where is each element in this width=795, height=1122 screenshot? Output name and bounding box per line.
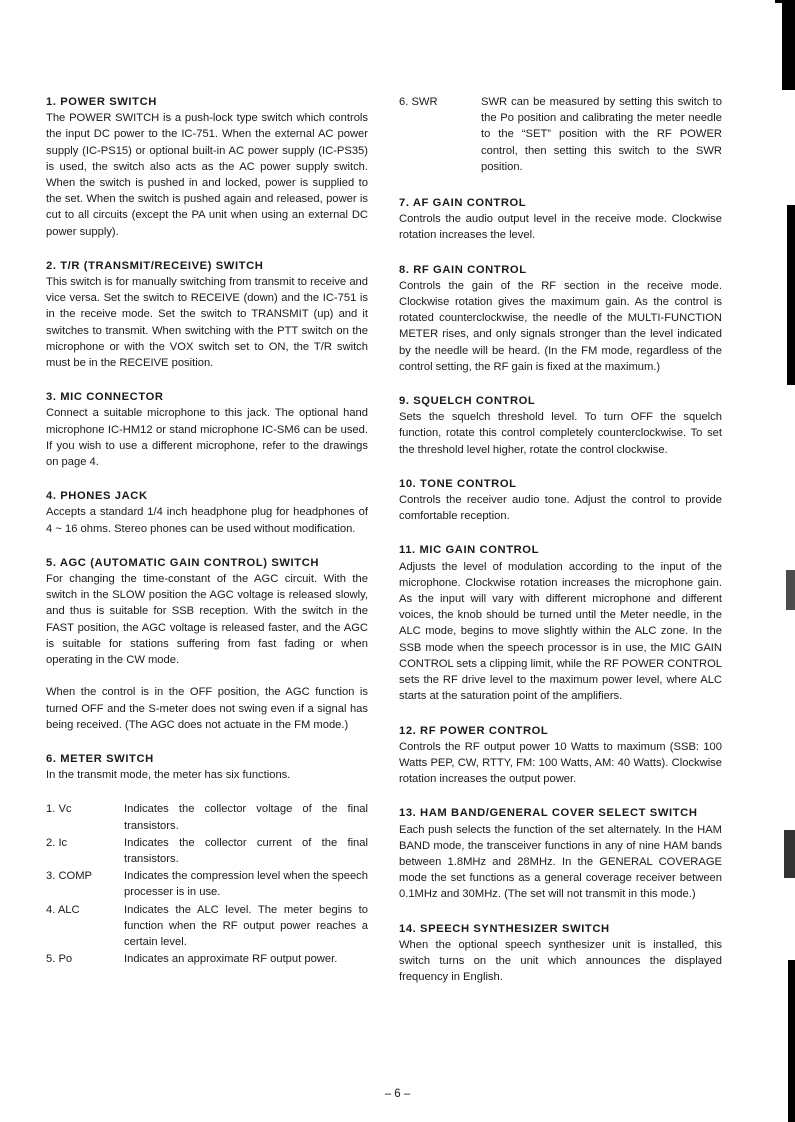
section-text: Accepts a standard 1/4 inch headphone plug for headphones of 4 ~ 16 ohms. Stereo phones can be used without modification.: [46, 506, 368, 535]
section-heading: 10. TONE CONTROL: [399, 477, 517, 490]
section-speech-synth: [399, 921, 722, 986]
section-power-switch: [46, 94, 368, 240]
list-item-term: 6. SWR: [399, 96, 438, 108]
section-agc: [46, 555, 368, 733]
list-item-term: 3. COMP: [46, 870, 93, 883]
section-heading: 8. RF GAIN CONTROL: [399, 263, 527, 276]
scan-edge-bar-top: [782, 0, 795, 90]
list-item-desc: Indicates the collector voltage of the final transistors.: [124, 803, 368, 832]
scan-edge-bar-mid: [787, 205, 795, 385]
list-item-term: 2. Ic: [46, 836, 68, 849]
list-item-desc: SWR can be measured by setting this switch to the Po position and calibrating the meter needle to the “SET” position with the RF POWER control, then setting this switch to the SWR position.: [481, 96, 722, 173]
list-item-desc: Indicates the collector current of the final transistors.: [124, 836, 368, 865]
section-tr-switch: [46, 258, 368, 371]
section-heading: 9. SQUELCH CONTROL: [399, 395, 536, 408]
list-item: [46, 951, 368, 967]
section-ham-band: [399, 805, 722, 902]
scan-edge-bar-lower: [784, 830, 795, 878]
section-heading: 13. HAM BAND/GENERAL COVER SELECT SWITCH: [399, 807, 698, 820]
section-tone: [399, 476, 722, 525]
list-item-term: 5. Po: [46, 953, 73, 966]
page-number: – 6 –: [384, 1088, 411, 1100]
section-heading: 5. AGC (AUTOMATIC GAIN CONTROL) SWITCH: [46, 556, 320, 569]
section-heading: 11. MIC GAIN CONTROL: [399, 544, 540, 557]
section-heading: 14. SPEECH SYNTHESIZER SWITCH: [399, 922, 610, 935]
section-text: Each push selects the function of the set alternately. In the HAM BAND mode, the transceiver functions in any of nine HAM bands between 1.8MHz and 28MHz. In the GENERAL COVERAGE mode the set functions as a general coverage receiver between 0.1MHz and 30MHz. (The set will not transmit in this mode.): [399, 823, 722, 901]
section-text: For changing the time-constant of the AGC circuit. With the switch in the SLOW position the AGC voltage is released slowly, and thus is suitable for SSB reception. With the switch in the FAST position, the AGC voltage is released faster, and the AGC is suitable for stations suffering from fast fading or when operating in the CW mode.: [46, 573, 368, 667]
section-text: Sets the squelch threshold level. To turn OFF the squelch function, rotate this control completely counterclockwise. To set the threshold level higher, rotate the control clockwise.: [399, 411, 722, 456]
section-text: Controls the audio output level in the receive mode. Clockwise rotation increases the level.: [399, 213, 722, 242]
section-text: Controls the receiver audio tone. Adjust the control to provide comfortable reception.: [399, 494, 722, 523]
section-phones-jack: [46, 488, 368, 537]
section-heading: 3. MIC CONNECTOR: [46, 391, 164, 404]
meter-function-list: [46, 801, 368, 967]
section-text: In the transmit mode, the meter has six functions.: [46, 769, 291, 782]
section-text-2: When the control is in the OFF position, the AGC function is turned OFF and the S-meter does not swing even if a signal has being received. (The AGC does not actuate in the FM mode.): [46, 686, 368, 731]
meter-function-swr: [399, 94, 722, 175]
section-text: Controls the gain of the RF section in the receive mode. Clockwise rotation gives the maximum gain. As the control is rotated counterclockwise, the needle of the MULTI-FUNCTION METER rises, and only signals stronger than the level indicated by the needle will be heard. (In the FM mode, regardless of the control setting, the RF gain is fixed at the maximum.): [399, 279, 722, 373]
section-heading: 4. PHONES JACK: [46, 490, 148, 503]
section-af-gain: [399, 195, 722, 244]
section-heading: 6. METER SWITCH: [46, 752, 154, 765]
list-item: [46, 835, 368, 867]
section-text: Controls the RF output power 10 Watts to maximum (SSB: 100 Watts PEP, CW, RTTY, FM: 100 Watts, AM: 40 Watts). Clockwise rotation increases the output power.: [399, 740, 722, 786]
section-heading: 2. T/R (TRANSMIT/RECEIVE) SWITCH: [46, 259, 264, 272]
right-column: [399, 94, 722, 1003]
section-mic-connector: [46, 389, 368, 470]
list-item-desc: Indicates the ALC level. The meter begins to function when the RF output power reaches a certain level.: [124, 903, 368, 948]
list-item: [46, 868, 368, 900]
section-heading: 7. AF GAIN CONTROL: [399, 197, 527, 210]
left-column: [46, 94, 368, 985]
list-item-desc: Indicates the compression level when the speech processer is in use.: [124, 870, 368, 899]
list-item: [46, 801, 368, 833]
section-squelch: [399, 393, 722, 458]
section-mic-gain: [399, 542, 722, 704]
section-text: When the optional speech synthesizer unit is installed, this switch turns on the unit which announces the displayed frequency in English.: [399, 938, 722, 984]
section-rf-power: [399, 723, 722, 788]
section-text: Adjusts the level of modulation according to the input of the microphone. Clockwise rotation increases the microphone gain. As the input will vary with different microphone and different voices, the knob should be turned until the Meter needle, in the ALC mode, begins to move slightly within the ALC zone. In the SSB mode when the speech processor is in use, the MIC GAIN CONTROL sets a clipping limit, while the RF POWER CONTROL sets the RF drive level to the maximum power level, where ALC starts at the saturation point of the amplifiers.: [399, 560, 722, 703]
list-item: [46, 902, 368, 951]
section-heading: 12. RF POWER CONTROL: [399, 724, 549, 737]
scan-edge-bar-low: [786, 570, 795, 610]
section-heading: 1. POWER SWITCH: [46, 96, 157, 108]
list-item-term: 4. ALC: [46, 903, 80, 916]
section-meter-switch: [46, 751, 368, 967]
section-rf-gain: [399, 262, 722, 375]
section-text: Connect a suitable microphone to this jack. The optional hand microphone IC-HM12 or stand microphone IC-SM6 can be used. If you wish to use a different microphone, refer to the drawings on page 4.: [46, 407, 368, 469]
list-item-term: 1. Vc: [46, 803, 72, 816]
list-item-desc: Indicates an approximate RF output power.: [124, 953, 338, 966]
section-text: This switch is for manually switching from transmit to receive and vice versa. Set the switch to RECEIVE (down) and the IC-751 is in the receive mode. Set the switch to TRANSMIT (up) and it switches to transmit. When switching with the PTT switch on the microphone or with the VOX switch set to ON, the T/R switch must be in the RECEIVE position.: [46, 276, 368, 370]
section-text: The POWER SWITCH is a push-lock type switch which controls the input DC power to the IC-751. When the external AC power supply (IC-PS15) or optional built-in AC power supply (IC-PS35) is used, the switch also acts as the AC power supply switch. When the switch is pushed in and locked, power is supplied to the set. When the switch is pushed again and released, power is cut to all circuits (except the PA unit when using an external DC power supply).: [46, 112, 368, 238]
